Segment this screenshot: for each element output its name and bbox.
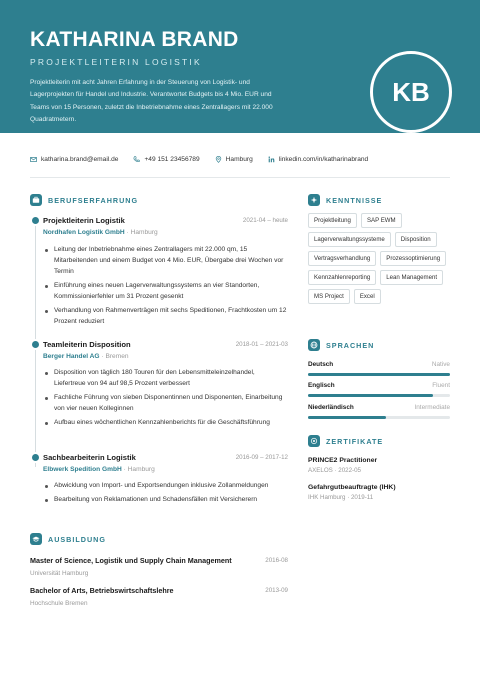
skill-tag: Excel	[354, 289, 381, 304]
contact-linkedin-text: linkedin.com/in/katharinabrand	[278, 156, 369, 163]
job-dates: 2016-09 – 2017-12	[235, 454, 288, 461]
language-level: Fluent	[432, 382, 450, 389]
education-date: 2016-08	[265, 557, 288, 564]
language-bar-fill	[308, 373, 450, 376]
job-bullet: Abwicklung von Import- und Exportsendungen inklusive Zollanmeldungen	[43, 480, 288, 491]
education-school: Hochschule Bremen	[30, 600, 88, 607]
linkedin-icon	[268, 156, 275, 163]
job-bullet: Aufbau eines wöchentlichen Kennzahlenberichts für die Geschäftsführung	[43, 417, 288, 428]
contact-phone[interactable]	[133, 156, 199, 163]
job-location: Bremen	[105, 353, 129, 360]
job-bullet: Bearbeitung von Reklamationen und Schadensfällen mit Versicherern	[43, 494, 288, 505]
education-date: 2013-09	[265, 587, 288, 594]
mail-icon	[30, 156, 37, 163]
candidate-name: KATHARINA BRAND	[30, 28, 239, 51]
skills-list	[308, 213, 456, 308]
graduation-cap-icon	[30, 533, 42, 545]
job-bullets	[43, 367, 288, 432]
job-dates: 2021-04 – heute	[242, 217, 288, 224]
candidate-title: PROJEKTLEITERIN LOGISTIK	[30, 57, 202, 67]
language-name: Niederländisch	[308, 404, 354, 411]
certificate-issuer: IHK Hamburg · 2019-11	[308, 494, 374, 501]
job-bullet: Fachliche Führung von sieben Disponentinnen und Disponenten, Einarbeitung von vier neuen Kolleginnen	[43, 392, 288, 414]
globe-icon	[308, 339, 320, 351]
award-icon	[308, 435, 320, 447]
skill-tag: Kennzahlenreporting	[308, 270, 376, 285]
language-name: Englisch	[308, 382, 335, 389]
experience-heading-text: BERUFSERFAHRUNG	[48, 195, 139, 205]
certificates-heading	[308, 435, 383, 447]
location-pin-icon	[215, 156, 222, 163]
skill-tag: SAP EWM	[361, 213, 402, 228]
timeline-dot	[32, 341, 39, 348]
skill-tag: Projektleitung	[308, 213, 357, 228]
contact-bar	[30, 156, 383, 163]
skill-tag: Lagerverwaltungssysteme	[308, 232, 391, 247]
job-title: Teamleiterin Disposition	[43, 340, 131, 349]
job-title: Projektleiterin Logistik	[43, 216, 125, 225]
skill-tag: Prozessoptimierung	[380, 251, 446, 266]
language-item	[308, 404, 450, 419]
job-title: Sachbearbeiterin Logistik	[43, 453, 136, 462]
language-level: Intermediate	[414, 404, 450, 411]
education-entry	[30, 586, 288, 607]
languages-heading	[308, 339, 374, 351]
language-bar	[308, 394, 450, 397]
job-company: Elbwerk Spedition GmbH	[43, 466, 122, 473]
job-company-line: Nordhafen Logistik GmbH · Hamburg	[43, 229, 158, 236]
education-degree: Bachelor of Arts, Betriebswirtschaftslehre	[30, 586, 174, 595]
language-bar-fill	[308, 416, 386, 419]
job-bullet: Disposition von täglich 180 Touren für den Lebensmitteleinzelhandel, Liefertreue von 94 auf 98,5 Prozent verbessert	[43, 367, 288, 389]
skill-tag: Vertragsverhandlung	[308, 251, 376, 266]
skill-tag: Disposition	[395, 232, 437, 247]
contact-email[interactable]	[30, 156, 118, 163]
contact-phone-text: +49 151 23456789	[144, 156, 200, 163]
skills-heading-text: KENNTNISSE	[326, 195, 383, 205]
languages-heading-text: SPRACHEN	[326, 340, 375, 350]
contact-linkedin[interactable]	[268, 156, 368, 163]
job-bullet: Verhandlung von Rahmenverträgen mit sechs Speditionen, Frachtkosten um 12 Prozent reduziert	[43, 305, 288, 327]
skills-heading	[308, 194, 382, 206]
language-item	[308, 361, 450, 376]
job-location: Hamburg	[127, 466, 155, 473]
profile-summary: Projektleiterin mit acht Jahren Erfahrung in der Steuerung von Logistik- und Lagerprojekten für Handel und Industrie. Verantwortet Budgets bis 4 Mio. EUR und Teams von 15 Personen, zuletzt die Inbetriebnahme eines Zentrallagers mit 22.000 Quadratmetern.	[30, 79, 273, 123]
certificate-issuer: AXELOS · 2022-05	[308, 467, 361, 474]
avatar: KB	[370, 51, 452, 133]
certificate-item	[308, 484, 450, 501]
header-banner	[0, 0, 480, 133]
job-bullet: Leitung der Inbetriebnahme eines Zentrallagers mit 22.000 qm, 15 Mitarbeitenden und einem Budget von 4 Mio. EUR, Übergabe drei Wochen vor Termin	[43, 244, 288, 277]
contact-email-text: katharina.brand@email.de	[41, 156, 119, 163]
language-name: Deutsch	[308, 361, 334, 368]
job-location: Hamburg	[130, 229, 158, 236]
contact-location-text: Hamburg	[225, 156, 253, 163]
education-heading-text: AUSBILDUNG	[48, 534, 106, 544]
job-company-line: Elbwerk Spedition GmbH · Hamburg	[43, 466, 155, 473]
certificate-name: Gefahrgutbeauftragte (IHK)	[308, 484, 396, 491]
certificate-name: PRINCE2 Practitioner	[308, 457, 378, 464]
language-bar	[308, 373, 450, 376]
certificate-item	[308, 457, 450, 474]
timeline-dot	[32, 217, 39, 224]
education-degree: Master of Science, Logistik und Supply Chain Management	[30, 556, 232, 565]
language-item	[308, 382, 450, 397]
briefcase-icon	[30, 194, 42, 206]
job-bullet: Einführung eines neuen Lagerverwaltungssystems an vier Standorten, Kommissionierfehler um 31 Prozent gesenkt	[43, 280, 288, 302]
language-bar-fill	[308, 394, 433, 397]
job-company: Berger Handel AG	[43, 353, 100, 360]
skill-tag: Lean Management	[380, 270, 443, 285]
certificates-heading-text: ZERTIFIKATE	[326, 436, 384, 446]
sparkle-icon	[308, 194, 320, 206]
timeline-dot	[32, 454, 39, 461]
skill-tag: MS Project	[308, 289, 350, 304]
contact-divider	[30, 177, 450, 178]
language-level: Native	[431, 361, 450, 368]
education-school: Universität Hamburg	[30, 570, 89, 577]
language-bar	[308, 416, 450, 419]
job-company-line: Berger Handel AG · Bremen	[43, 353, 129, 360]
job-dates: 2018-01 – 2021-03	[235, 341, 288, 348]
education-entry	[30, 556, 288, 577]
phone-icon	[133, 156, 140, 163]
job-company: Nordhafen Logistik GmbH	[43, 229, 125, 236]
experience-heading	[30, 194, 138, 206]
contact-location	[215, 156, 253, 163]
job-bullets	[43, 480, 288, 508]
job-bullets	[43, 244, 288, 331]
education-heading	[30, 533, 106, 545]
